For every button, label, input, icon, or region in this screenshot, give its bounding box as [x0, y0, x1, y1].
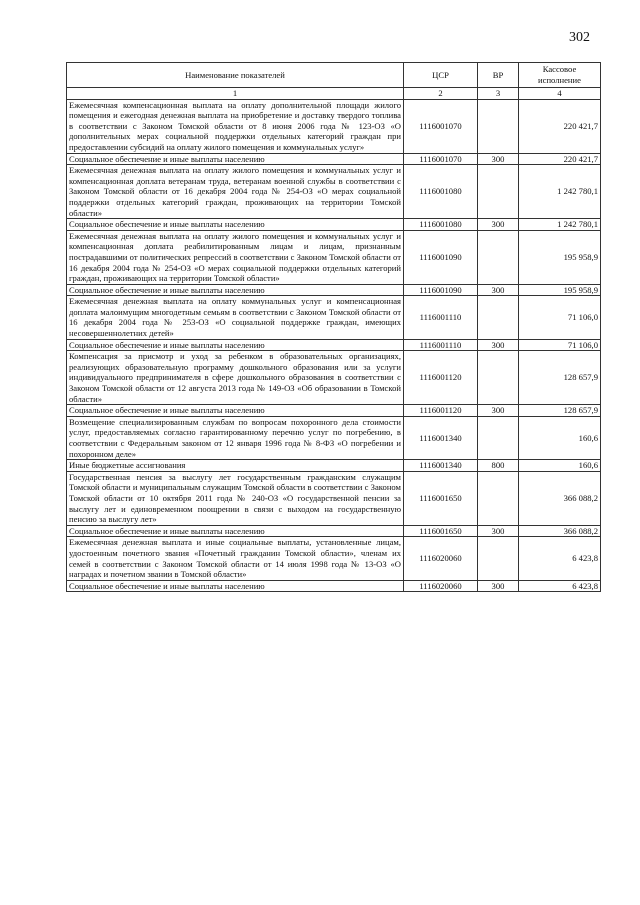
header-name: Наименование показателей — [67, 63, 404, 88]
table-row — [67, 580, 601, 592]
row-amount: 195 958,9 — [519, 230, 601, 284]
row-csr: 1116001120 — [404, 351, 478, 405]
row-vr — [478, 351, 519, 405]
row-vr: 300 — [478, 580, 519, 592]
row-csr: 1116001080 — [404, 165, 478, 219]
column-number: 3 — [478, 88, 519, 100]
row-vr: 800 — [478, 460, 519, 472]
column-number: 2 — [404, 88, 478, 100]
table-row — [67, 219, 601, 231]
row-csr: 1116001650 — [404, 525, 478, 537]
table-row — [67, 339, 601, 351]
row-amount: 6 423,8 — [519, 580, 601, 592]
row-name: Ежемесячная денежная выплата и иные социальные выплаты, установленные лицам, удостоенным почетного звания «Почетный гражданин Томской области», членам их семей в соответствии с Законом Томской области от 14 июля 1998 года № 13-ОЗ «О наградах и почетном звании в Томской области» — [67, 537, 404, 580]
row-amount: 160,6 — [519, 460, 601, 472]
column-number: 1 — [67, 88, 404, 100]
table-row — [67, 284, 601, 296]
row-amount: 220 421,7 — [519, 153, 601, 165]
header-amount: Кассовое исполнение — [519, 63, 601, 88]
table-row — [67, 153, 601, 165]
row-vr: 300 — [478, 284, 519, 296]
header-vr: ВР — [478, 63, 519, 88]
row-csr: 1116020060 — [404, 580, 478, 592]
row-vr — [478, 296, 519, 339]
table-row — [67, 537, 601, 580]
row-amount: 1 242 780,1 — [519, 219, 601, 231]
row-vr — [478, 165, 519, 219]
table-header-row — [67, 63, 601, 88]
row-amount: 71 106,0 — [519, 339, 601, 351]
row-csr: 1116001070 — [404, 153, 478, 165]
row-vr: 300 — [478, 219, 519, 231]
row-amount: 6 423,8 — [519, 537, 601, 580]
row-amount: 366 088,2 — [519, 525, 601, 537]
row-vr: 300 — [478, 405, 519, 417]
row-csr: 1116020060 — [404, 537, 478, 580]
table-row — [67, 296, 601, 339]
row-amount: 71 106,0 — [519, 296, 601, 339]
row-vr — [478, 230, 519, 284]
row-csr: 1116001090 — [404, 284, 478, 296]
row-amount: 160,6 — [519, 416, 601, 459]
row-csr: 1116001120 — [404, 405, 478, 417]
table-row — [67, 230, 601, 284]
budget-execution-table — [66, 62, 601, 592]
row-name: Социальное обеспечение и иные выплаты населению — [67, 580, 404, 592]
row-csr: 1116001340 — [404, 416, 478, 459]
row-csr: 1116001650 — [404, 471, 478, 525]
row-name: Возмещение специализированным службам по вопросам похоронного дела стоимости услуг, предоставляемых согласно гарантированному перечню услуг по погребению, в соответствии с Федеральным законом от 12 января 1996 года № 8-ФЗ «О погребении и похоронном деле» — [67, 416, 404, 459]
table-row — [67, 99, 601, 153]
row-name: Ежемесячная денежная выплата на оплату коммунальных услуг и компенсационная доплата малоимущим многодетным семьям в соответствии с Законом Томской области от 16 декабря 2004 года № 253-ОЗ «О социальной поддержке граждан, имеющих несовершеннолетних детей» — [67, 296, 404, 339]
table-row — [67, 460, 601, 472]
table-row — [67, 471, 601, 525]
page-number: 302 — [569, 30, 590, 45]
row-csr: 1116001090 — [404, 230, 478, 284]
row-amount: 128 657,9 — [519, 351, 601, 405]
row-csr: 1116001080 — [404, 219, 478, 231]
row-vr — [478, 471, 519, 525]
row-name: Социальное обеспечение и иные выплаты населению — [67, 405, 404, 417]
row-csr: 1116001070 — [404, 99, 478, 153]
row-amount: 195 958,9 — [519, 284, 601, 296]
row-vr — [478, 99, 519, 153]
row-name: Иные бюджетные ассигнования — [67, 460, 404, 472]
row-amount: 1 242 780,1 — [519, 165, 601, 219]
table-row — [67, 525, 601, 537]
row-vr — [478, 416, 519, 459]
row-amount: 366 088,2 — [519, 471, 601, 525]
row-vr: 300 — [478, 153, 519, 165]
row-name: Социальное обеспечение и иные выплаты населению — [67, 339, 404, 351]
row-name: Социальное обеспечение и иные выплаты населению — [67, 525, 404, 537]
row-csr: 1116001110 — [404, 296, 478, 339]
header-csr: ЦСР — [404, 63, 478, 88]
row-name: Ежемесячная компенсационная выплата на оплату дополнительной площади жилого помещения и ежегодная денежная выплата на приобретение и доставку твердого топлива в соответствии с Законом Томской области от 8 июня 2006 года № 123-ОЗ «О дополнительных мерах социальной поддержки отдельных категорий граждан при предоставлении субсидий на оплату жилого помещения и коммунальных услуг» — [67, 99, 404, 153]
row-name: Ежемесячная денежная выплата на оплату жилого помещения и коммунальных услуг и компенсационная доплата ветеранам труда, ветеранам военной службы в соответствии с Законом Томской области от 16 декабря 2004 года № 254-ОЗ «О мерах социальной поддержки отдельных категорий граждан, проживающих на территории Томской области» — [67, 165, 404, 219]
row-vr: 300 — [478, 339, 519, 351]
row-name: Компенсация за присмотр и уход за ребенком в образовательных организациях, реализующих образовательную программу дошкольного образования или за услуги индивидуального предпринимателя в сфере дошкольного образования в соответствии с Законом Томской области от 12 августа 2013 года № 149-ОЗ «Об образовании в Томской области» — [67, 351, 404, 405]
row-name: Социальное обеспечение и иные выплаты населению — [67, 219, 404, 231]
column-number: 4 — [519, 88, 601, 100]
table-row — [67, 165, 601, 219]
row-vr — [478, 537, 519, 580]
row-name: Ежемесячная денежная выплата на оплату жилого помещения и коммунальных услуг и компенсационная доплата реабилитированным лицам и лицам, признанным пострадавшими от политических репрессий в соответствии с Законом Томской области от 16 декабря 2004 года № 254-ОЗ «О мерах социальной поддержки отдельных категорий граждан, проживающих на территории Томской области» — [67, 230, 404, 284]
row-name: Государственная пенсия за выслугу лет государственным гражданским служащим Томской области и муниципальным служащим Томской области в соответствии с Законом Томской области от 10 октября 2011 года № 240-ОЗ «О государственной пенсии за выслугу лет и единовременном поощрении в связи с выходом на государственную пенсию за выслугу лет» — [67, 471, 404, 525]
row-csr: 1116001110 — [404, 339, 478, 351]
table-row — [67, 416, 601, 459]
row-name: Социальное обеспечение и иные выплаты населению — [67, 284, 404, 296]
table-body — [67, 99, 601, 592]
row-name: Социальное обеспечение и иные выплаты населению — [67, 153, 404, 165]
row-amount: 128 657,9 — [519, 405, 601, 417]
row-amount: 220 421,7 — [519, 99, 601, 153]
row-csr: 1116001340 — [404, 460, 478, 472]
table-row — [67, 405, 601, 417]
row-vr: 300 — [478, 525, 519, 537]
column-number-row — [67, 88, 601, 100]
table-row — [67, 351, 601, 405]
